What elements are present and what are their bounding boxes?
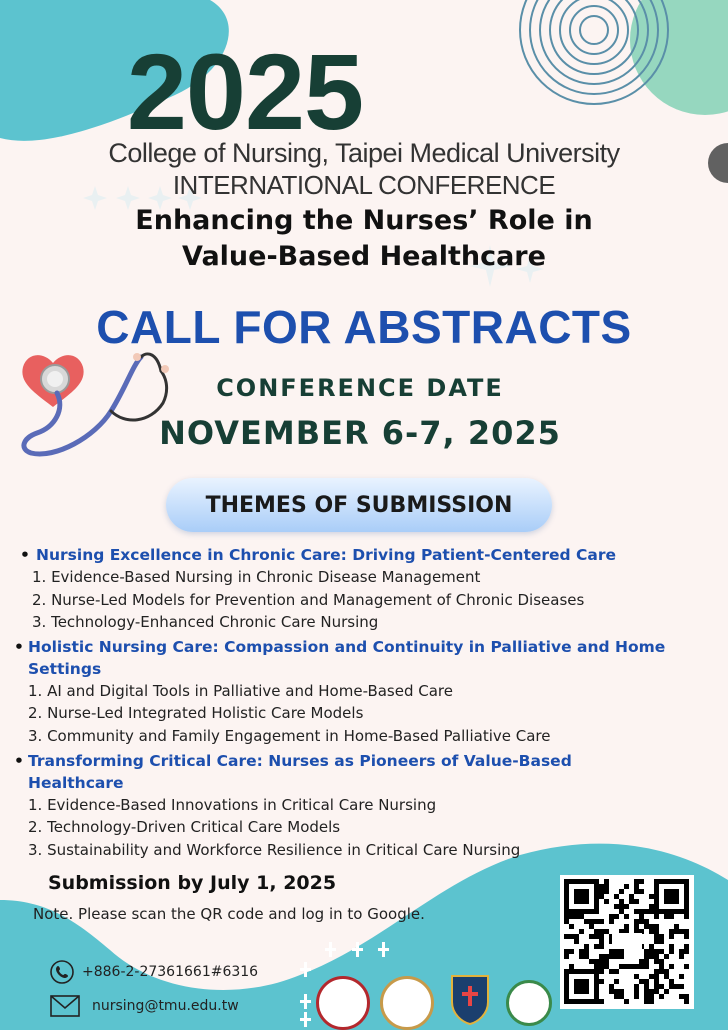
theme-title: Nursing Excellence in Chronic Care: Driving Patient-Centered Care xyxy=(36,546,617,564)
email-address: nursing@tmu.edu.tw xyxy=(92,998,239,1014)
email-icon xyxy=(50,995,80,1017)
qr-code[interactable] xyxy=(560,875,694,1009)
theme-item xyxy=(14,636,720,748)
phone-contact[interactable] xyxy=(50,960,258,984)
theme-subitem: 1. AI and Digital Tools in Palliative and Home-Based Care xyxy=(28,681,453,700)
conference-date-label: CONFERENCE DATE xyxy=(216,374,504,402)
phone-icon xyxy=(50,960,74,984)
logo-shield xyxy=(448,972,492,1026)
logo-seal-2 xyxy=(380,976,434,1030)
bullet-icon: • xyxy=(14,637,24,656)
phone-number: +886-2-27361661#6316 xyxy=(82,964,259,980)
conference-theme-line1: Enhancing the Nurses’ Role in xyxy=(135,205,593,236)
themes-heading-pill xyxy=(166,478,552,532)
call-for-abstracts: CALL FOR ABSTRACTS xyxy=(96,301,632,353)
theme-subitem: 3. Sustainability and Workforce Resilience in Critical Care Nursing xyxy=(28,840,521,859)
theme-item xyxy=(20,544,720,634)
theme-subitem: 1. Evidence-Based Nursing in Chronic Disease Management xyxy=(32,568,481,586)
bullet-icon: • xyxy=(20,546,30,564)
theme-title: Holistic Nursing Care: Compassion and Continuity in Palliative and Home Settings xyxy=(28,637,666,678)
qr-note: Note. Please scan the QR code and log in to Google. xyxy=(33,905,425,923)
qr-code-pattern xyxy=(560,875,694,1009)
theme-subitem: 2. Nurse-Led Integrated Holistic Care Models xyxy=(28,704,364,723)
theme-subitem: 3. Community and Family Engagement in Home-Based Palliative Care xyxy=(28,726,551,745)
conference-label: INTERNATIONAL CONFERENCE xyxy=(172,170,556,200)
themes-heading: THEMES OF SUBMISSION xyxy=(205,492,513,518)
logo-seal-3 xyxy=(506,980,552,1026)
theme-item xyxy=(14,750,720,862)
bullet-icon: • xyxy=(14,751,24,770)
theme-subitem: 3. Technology-Enhanced Chronic Care Nursing xyxy=(32,613,379,632)
email-contact[interactable] xyxy=(50,995,239,1017)
theme-subitem: 2. Technology-Driven Critical Care Models xyxy=(28,818,341,837)
theme-title: Transforming Critical Care: Nurses as Pioneers of Value-Based Healthcare xyxy=(28,751,572,792)
theme-subitem: 1. Evidence-Based Innovations in Critical Care Nursing xyxy=(28,795,437,814)
theme-subitem: 2. Nurse-Led Models for Prevention and Management of Chronic Diseases xyxy=(32,590,585,609)
logo-seal-1 xyxy=(316,976,370,1030)
themes-list xyxy=(14,544,720,863)
conference-date: NOVEMBER 6-7, 2025 xyxy=(159,414,561,452)
submission-deadline: Submission by July 1, 2025 xyxy=(48,872,337,894)
college-name: College of Nursing, Taipei Medical University xyxy=(108,138,620,168)
conference-theme xyxy=(0,203,728,275)
conference-theme-line2: Value-Based Healthcare xyxy=(182,241,546,272)
year-heading: 2025 xyxy=(126,31,364,152)
